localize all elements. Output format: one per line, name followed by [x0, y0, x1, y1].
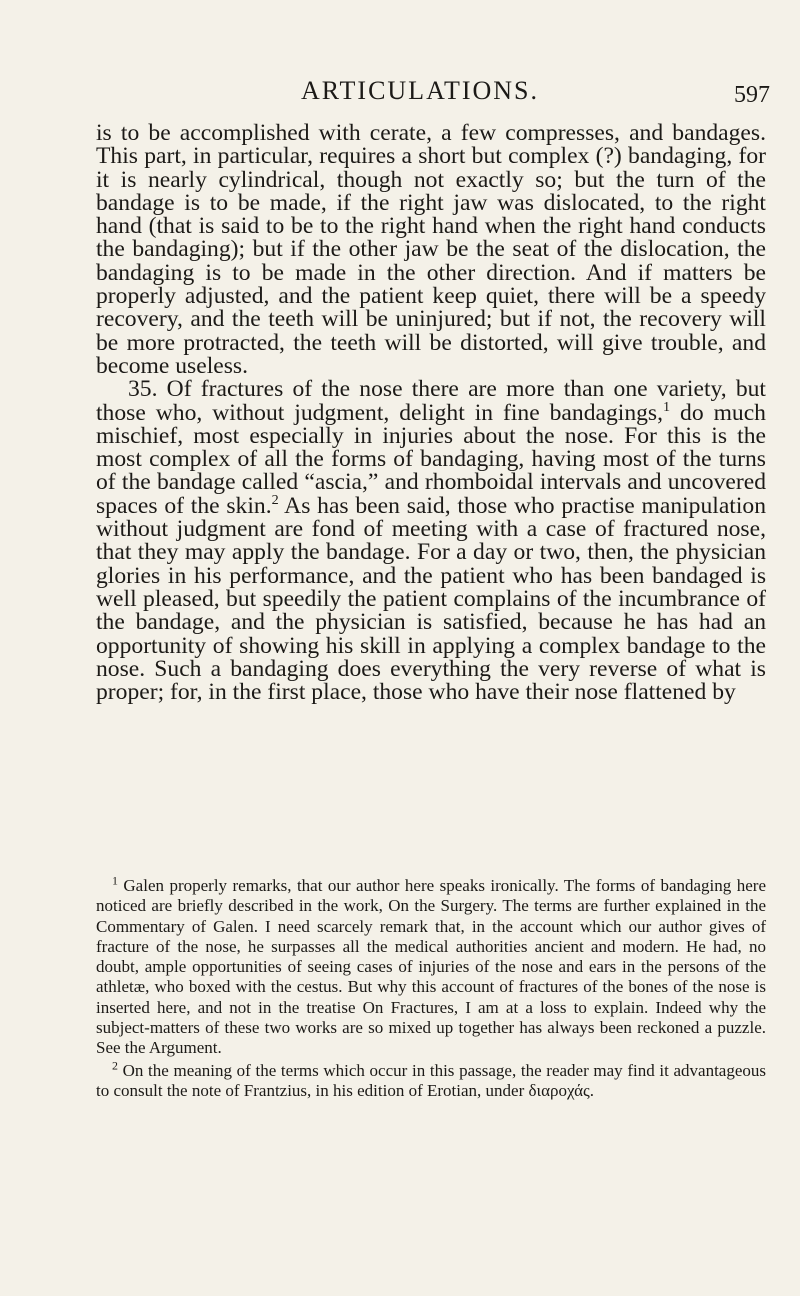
footnotes — [96, 873, 766, 1103]
footnote-1-text: Galen properly remarks, that our author here speaks ironically. The forms of bandaging here noticed are briefly described in the work, On the Surgery. The terms are further explained in the Commentary of Galen. I need scarcely remark that, in the account which our author gives of fracture of the nose, he surpasses all the medical authorities ancient and modern. He had, no doubt, ample opportunities of seeing cases of injuries of the nose and ears in the persons of the athletæ, who boxed with the cestus. But why this account of fractures of the bones of the nose is inserted here, and not in the treatise On Fractures, I am at a loss to explain. Indeed why the subject-matters of these two works are so mixed up together has always been reckoned a puzzle. See the Argument. — [96, 876, 766, 1058]
paragraph-2-part-b: do much mischief, most especially in injuries about the nose. For this is the most complex of all the forms of bandaging, having most of the turns of the bandage called “ascia,” and rhomboidal intervals and uncovered spaces of the skin. — [96, 399, 766, 519]
footnote-2-text: On the meaning of the terms which occur in this passage, the reader may find it advantageous to consult the note of Frantzius, in his edition of Erotian, under διαροχάς. — [96, 1060, 766, 1100]
footnote-1 — [96, 873, 766, 1059]
paragraph-2 — [96, 378, 766, 704]
footnote-ref-2: 2 — [271, 491, 279, 508]
footnote-2-mark: 2 — [112, 1058, 118, 1073]
paragraph-2-part-c: As has been said, those who practise manipulation without judgment are fond of meeting with a case of fractured nose, that they may apply the bandage. For a day or two, then, the physician glories in his performance, and the patient who has been bandaged is well pleased, but speedily the patient complains of the incumbrance of the bandage, and the physician is satisfied, because he has had an opportunity of showing his skill in applying a complex bandage to the nose. Such a bandaging does everything the very reverse of what is proper; for, in the first place, those who have their nose flattened by — [96, 492, 766, 706]
paragraph-2-part-a: 35. Of fractures of the nose there are more than one variety, but those who, without judgment, delight in fine bandagings, — [96, 376, 766, 426]
running-title: ARTICULATIONS. — [300, 76, 540, 105]
page-number: 597 — [734, 82, 770, 108]
footnote-1-mark: 1 — [112, 873, 118, 888]
paragraph-1: is to be accomplished with cerate, a few compresses, and bandages. This part, in particular, requires a short but complex (?) bandaging, for it is nearly cylindrical, though not exactly so; but the turn of the bandage is to be made, if the right jaw was dislocated, to the right hand (that is said to be to the right hand when the right hand conducts the bandaging); but if the other jaw be the seat of the dislocation, the bandaging is to be made in the other direction. And if matters be properly adjusted, and the patient keep quiet, there will be a speedy recovery, and the teeth will be uninjured; but if not, the recovery will be more protracted, the teeth will be distorted, will give trouble, and become useless. — [96, 120, 766, 379]
footnote-2 — [96, 1058, 766, 1102]
page-header — [70, 70, 770, 110]
footnote-ref-1: 1 — [663, 398, 671, 415]
main-text — [96, 122, 766, 704]
